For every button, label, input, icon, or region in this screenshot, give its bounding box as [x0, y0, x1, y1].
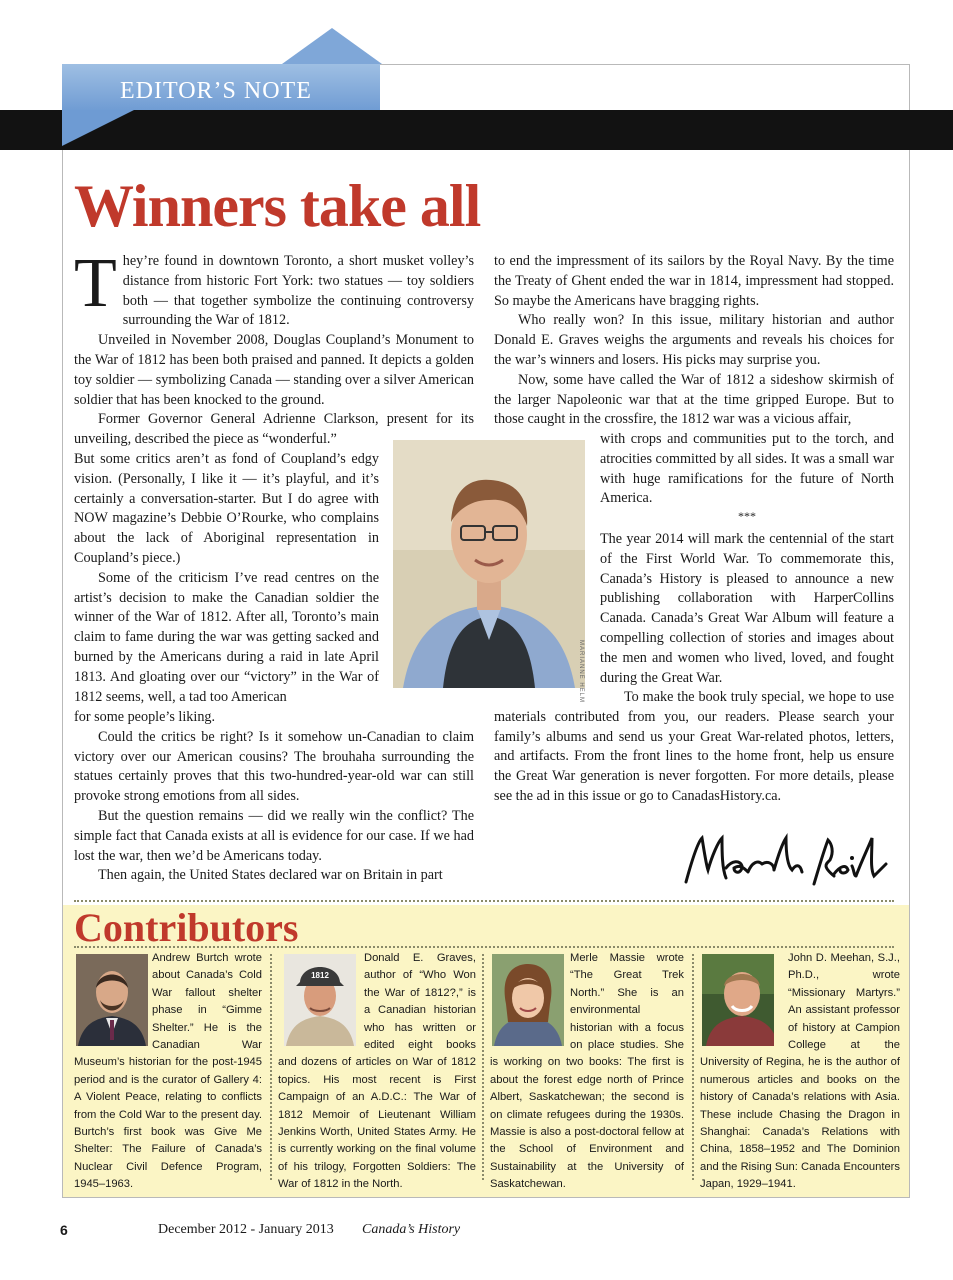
photo-credit: MARIANNE HELM [578, 640, 584, 704]
paragraph: Unveiled in November 2008, Douglas Coupland’s Monument to the War of 1812 has been both praised and panned. It depicts a golden toy soldier — symbolizing Canada — standing over a silver American soldier that has been knocked to the ground. [74, 332, 474, 408]
paragraph: for some people’s liking. [74, 709, 216, 725]
cap-text: 1812 [311, 971, 329, 980]
contributor-bio: John D. Meehan, S.J., Ph.D., wrote “Missionary Martyrs.” An assistant professor of history at Campion College at the University of Regina, he is the author of numerous articles and books on the history of Canada’s relations with Asia. These include Chasing the Dragon in Shanghai: Canada’s Relations with China, 1858–1952 and The Dominion and the Rising Sun: Canada Encounters Japan, 1929–1941. [700, 952, 900, 1191]
paragraph: But the question remains — did we really win the conflict? The simple fact that Canada exists at all is evidence for our case. If we had lost the war, then we’d be Americans today. [74, 807, 474, 864]
drop-cap: T [74, 245, 117, 322]
article-left-top [74, 245, 474, 450]
paragraph: to end the impressment of its sailors by the Royal Navy. By the time the Treaty of Ghent ended the war in 1814, impressment had stopped. So maybe the Americans have bragging rights. [494, 253, 894, 309]
article-left-narrow [74, 450, 379, 707]
editor-signature [682, 830, 892, 894]
page-number: 6 [60, 1222, 68, 1238]
article-divider [74, 900, 894, 902]
editor-portrait-illustration [393, 440, 585, 688]
paragraph: Former Governor General Adrienne Clarkson, present for its unveiling, described the piece as “wonderful.” [74, 411, 474, 448]
paragraph: hey’re found in downtown Toronto, a short musket volley’s distance from historic Fort York: two statues — toy soldiers both — that together symbolize the continuing controversy surrounding the War of 1812. [122, 253, 474, 329]
paragraph: But some critics aren’t as fond of Coupland’s edgy vision. (Personally, I like it — it’s playful, and it’s certainly a conversation-starter. But I do agree with NOW magazine’s Debbie O’Rourke, who complains about the lack of Aboriginal representation in Coupland’s piece.) [74, 451, 379, 566]
section-separator: *** [738, 509, 756, 523]
paragraph: The year 2014 will mark the centennial of the start of the First World War. To commemorate this, Canada’s History is pleased to announce a new publishing collaboration with HarperCollins Canada. Canada’s Great War Album will feature a compelling collection of stories and images about the men and women who lived, loved, and fought during the Great War. [600, 531, 894, 686]
paragraph: Then again, the United States declared war on Britain in part [98, 867, 443, 884]
article-left-bottom [74, 708, 474, 886]
contributor-bio: Merle Massie wrote “The Great Trek North.” She is an environmental historian with a focus on place studies. She is working on two books: The first is about the forest edge north of Prince Albert, Saskatchewan; the second is on climate refugees during the 1930s. Massie is also a post-doctoral fellow at the School of Environment and Sustainability at the University of Saskatchewan. [490, 952, 684, 1191]
section-tab-label: EDITOR’S NOTE [120, 78, 312, 104]
editor-photo [393, 440, 585, 688]
paragraph: with crops and communities put to the torch, and atrocities committed by all sides. It was a small war with huge ramifications for the future of North America. [600, 431, 894, 507]
paragraph: Some of the criticism I’ve read centres on the artist’s decision to make the Canadian soldier the winner of the War of 1812. After all, Toronto’s main claim to fame during the war was getting sacked and burned by the Americans during a raid in late April 1813. And gloating over our “victory” in the War of 1812 seems, well, a tad too American [74, 569, 379, 705]
contributors-divider [74, 946, 894, 948]
column-divider [482, 954, 484, 1180]
column-divider [692, 954, 694, 1180]
article-right-top [494, 252, 894, 430]
header-bar [0, 110, 953, 150]
contributor-bio: Donald E. Graves, author of “Who Won the War of 1812?,” is a Canadian historian who has written or edited eight books and dozens of articles on War of 1812 topics. His most recent is First Campaign of an A.D.C.: The War of 1812 Memoir of Lieutenant William Jenkins Worth, United States Army. He is currently working on the final volume of his trilogy, Forgotten Soldiers: The War of 1812 in the North. [278, 952, 476, 1191]
magazine-name: Canada’s History [362, 1222, 461, 1237]
tab-notch [282, 28, 382, 64]
headline: Winners take all [74, 173, 481, 239]
paragraph: Who really won? In this issue, military historian and author Donald E. Graves weighs the arguments and reveals his choices for the war’s winners and losers. His picks may surprise you. [494, 312, 894, 368]
contributor-bio: Andrew Burtch wrote about Canada’s Cold War fallout shelter phase in “Gimme Shelter.” He is the Canadian War Museum’s historian for the post-1945 period and is the curator of Gallery 4: A Violent Peace, relating to conflicts from the Cold War to the present day. Burtch’s first book was Give Me Shelter: The Failure of Canada’s Nuclear Civil Defence Program, 1945–1963. [74, 952, 262, 1191]
paragraph: Now, some have called the War of 1812 a sideshow skirmish of the larger Napoleonic war that at the time gripped Europe. But to those caught in the crossfire, the 1812 war was a vicious affair, [494, 371, 894, 428]
column-divider [270, 954, 272, 1180]
article-right-bottom [494, 688, 894, 807]
article-right-narrow-2 [600, 530, 894, 688]
issue-date: December 2012 - January 2013 [158, 1222, 334, 1237]
article-right-narrow [600, 430, 894, 509]
tab-tail [62, 110, 134, 146]
contributors-title: Contributors [74, 905, 299, 950]
paragraph: To make the book truly special, we hope to use materials contributed from you, our readers. Please search your family’s albums and send us your Great War-related photos, letters, and artifacts. From the front lines to the home front, help us ensure the Great War generation is never forgotten. For more details, please see the ad in this issue or go to CanadasHistory.ca. [494, 689, 894, 804]
paragraph: Could the critics be right? Is it somehow un-Canadian to claim victory over our American cousins? The brouhaha surrounding the statues certainly proves that this two-hundred-year-old war can still provoke strong emotions from all sides. [74, 728, 474, 805]
